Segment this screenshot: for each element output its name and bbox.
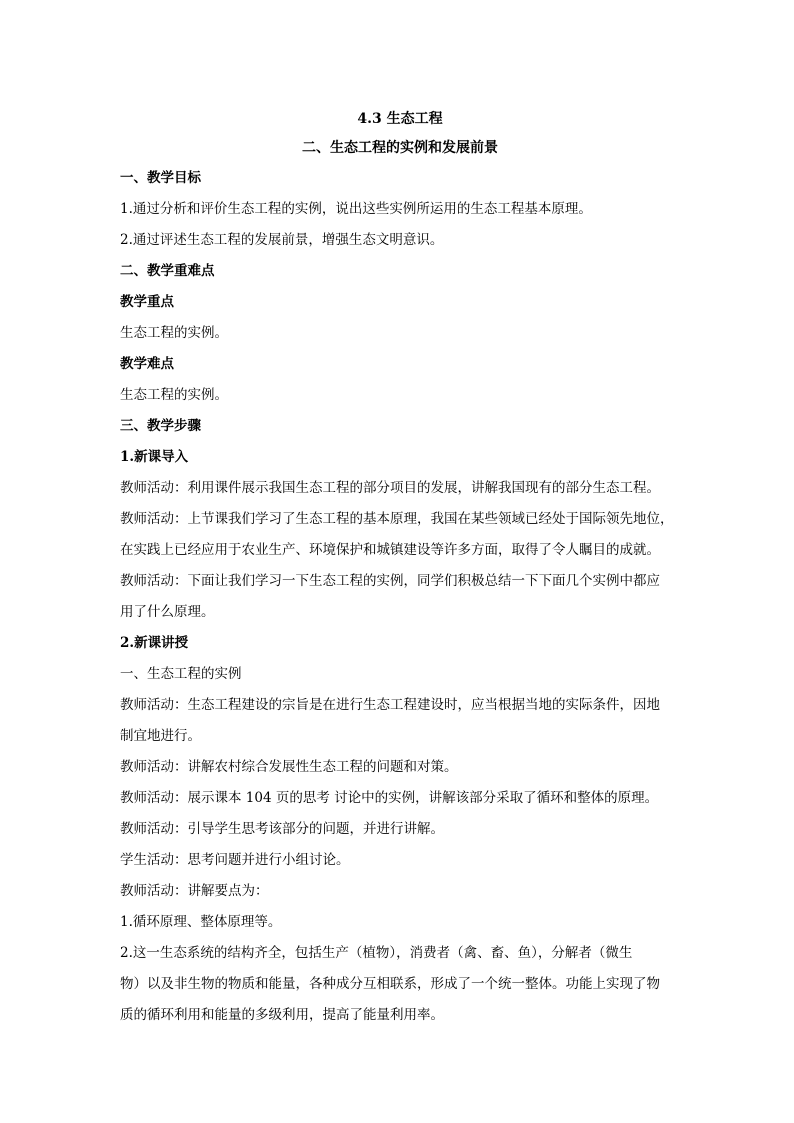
page-subtitle: 二、生态工程的实例和发展前景 xyxy=(302,140,498,156)
point-2-line-3: 质的循环利用和能量的多级利用，提高了能量利用率。 xyxy=(120,1007,444,1023)
teacher-activity-2: 教师活动：讲解农村综合发展性生态工程的问题和对策。 xyxy=(120,759,458,775)
point-2-line-1: 2.这一生态系统的结构齐全，包括生产（植物），消费者（禽、畜、鱼），分解者（微生 xyxy=(120,945,633,961)
point-2-line-2: 物）以及非生物的物质和能量，各种成分互相联系，形成了一个统一整体。功能上实现了物 xyxy=(120,976,660,992)
intro-paragraph-3-line-1: 教师活动：下面让我们学习一下生态工程的实例，同学们积极总结一下下面几个实例中都应 xyxy=(120,573,660,589)
intro-paragraph-2-line-1: 教师活动：上节课我们学习了生态工程的基本原理，我国在某些领域已经处于国际领先地位， xyxy=(120,511,674,527)
step-heading-intro: 1.新课导入 xyxy=(120,449,189,465)
subheading-difficulty: 教学难点 xyxy=(120,356,174,372)
student-activity-1: 学生活动：思考问题并进行小组讨论。 xyxy=(120,852,350,868)
section-heading-goals: 一、教学目标 xyxy=(120,170,201,186)
teacher-activity-3: 教师活动：展示课本 104 页的思考 讨论中的实例，讲解该部分采取了循环和整体的原理。 xyxy=(120,790,659,806)
section-heading-steps: 三、教学步骤 xyxy=(120,418,201,434)
key-text: 生态工程的实例。 xyxy=(120,325,228,341)
point-1: 1.循环原理、整体原理等。 xyxy=(120,914,282,930)
difficulty-text: 生态工程的实例。 xyxy=(120,387,228,403)
intro-paragraph-2-line-2: 在实践上已经应用于农业生产、环境保护和城镇建设等许多方面，取得了令人瞩目的成就。 xyxy=(120,542,660,558)
goal-item-1: 1.通过分析和评价生态工程的实例，说出这些实例所运用的生态工程基本原理。 xyxy=(120,201,592,217)
part-heading-examples: 一、生态工程的实例 xyxy=(120,666,242,682)
subheading-key: 教学重点 xyxy=(120,294,174,310)
step-heading-teaching: 2.新课讲授 xyxy=(120,635,189,651)
teacher-activity-5: 教师活动：讲解要点为： xyxy=(120,883,269,899)
intro-paragraph-1: 教师活动：利用课件展示我国生态工程的部分项目的发展，讲解我国现有的部分生态工程。 xyxy=(120,480,660,496)
page-title: 4.3 生态工程 xyxy=(357,111,443,127)
goal-item-2: 2.通过评述生态工程的发展前景，增强生态文明意识。 xyxy=(120,232,444,248)
teacher-activity-4: 教师活动：引导学生思考该部分的问题，并进行讲解。 xyxy=(120,821,444,837)
teacher-activity-1-line-2: 制宜地进行。 xyxy=(120,728,201,744)
document-body xyxy=(120,106,680,1031)
teacher-activity-1-line-1: 教师活动：生态工程建设的宗旨是在进行生态工程建设时，应当根据当地的实际条件，因地 xyxy=(120,697,660,713)
section-heading-key-points: 二、教学重难点 xyxy=(120,263,215,279)
intro-paragraph-3-line-2: 用了什么原理。 xyxy=(120,604,215,620)
